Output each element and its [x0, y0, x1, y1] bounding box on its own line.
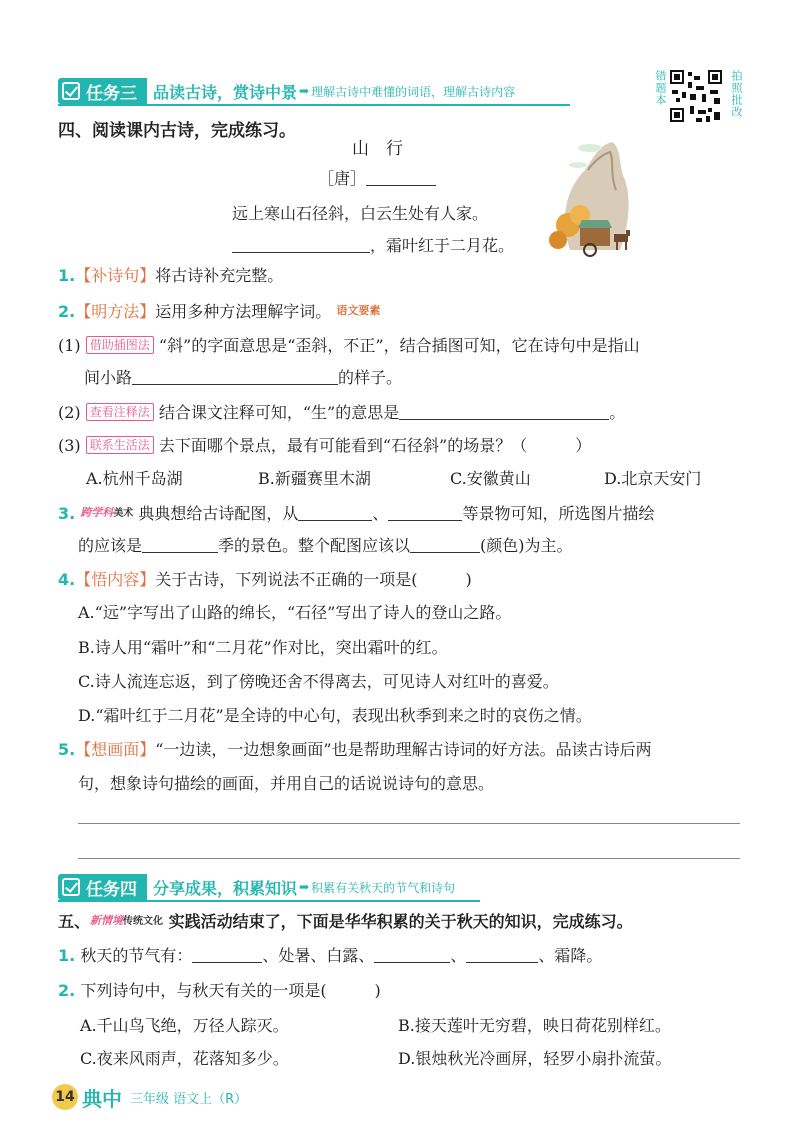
poem-line2: ，霜叶红于二月花。	[232, 233, 514, 256]
q3-blank-4[interactable]	[410, 536, 480, 553]
qr-code-icon[interactable]	[668, 68, 724, 124]
footer-text: 三年级 语文上（R）	[130, 1092, 248, 1107]
q4-option-a[interactable]: A.“远”字写出了山路的绵长，“石径”写出了诗人的登山之路。	[78, 603, 512, 622]
s5q1-blank-3[interactable]	[466, 946, 538, 963]
method-tag: 借助插图法	[86, 336, 154, 354]
q2-2-blank[interactable]	[399, 403, 609, 420]
s5q2-option-b[interactable]: B.接天莲叶无穷碧，映日荷花别样红。	[398, 1016, 671, 1035]
s5q2-option-a[interactable]: A.千山鸟飞绝，万径人踪灭。	[80, 1016, 289, 1035]
s5-question-1: 1. 秋天的节气有： 、处暑、白露、 、 、霜降。	[58, 946, 603, 965]
s5q2-option-c[interactable]: C.夜来风雨声，花落知多少。	[80, 1049, 289, 1068]
task4-subtitle: 积累有关秋天的节气和诗句	[311, 880, 456, 895]
task3-badge: 任务三	[58, 78, 147, 104]
section4-title: 四、阅读课内古诗，完成练习。	[58, 121, 296, 141]
question-1: 1.【补诗句】将古诗补充完整。	[58, 266, 284, 285]
answer-line-1[interactable]	[78, 823, 740, 824]
answer-line-2[interactable]	[78, 858, 740, 859]
task3-header	[58, 76, 515, 106]
qr-right-label: 拍照批改	[730, 70, 743, 118]
task3-title: 品读古诗，赏诗中景	[153, 82, 298, 102]
mountain-cart-illustration	[540, 130, 640, 270]
page-number: 14	[52, 1084, 78, 1110]
q2-3-option-c[interactable]: C.安徽黄山	[450, 469, 531, 488]
question-4: 4.【悟内容】关于古诗，下列说法不正确的一项是( )	[58, 570, 472, 589]
checkbox-icon	[62, 82, 80, 100]
checkbox-icon	[62, 878, 80, 896]
arrow-right-icon: ➡	[299, 880, 310, 894]
poem-dynasty: ［唐］	[318, 166, 436, 189]
task4-badge: 任务四	[58, 874, 147, 900]
q3-blank-1[interactable]	[298, 504, 372, 521]
question-5: 5.【想画面】“一边读，一边想象画面”也是帮助理解古诗词的好方法。品读古诗后两	[58, 740, 652, 759]
method-tag: 查看注释法	[86, 403, 154, 421]
task4-title: 分享成果，积累知识	[153, 878, 298, 898]
question-5-cont: 句，想象诗句描绘的画面，并用自己的话说说诗句的意思。	[78, 774, 495, 793]
q2-3-option-b[interactable]: B.新疆赛里木湖	[258, 469, 371, 488]
q2-1-blank[interactable]	[132, 368, 338, 385]
poem-line2-blank[interactable]	[232, 236, 370, 253]
arrow-right-icon: ➡	[299, 84, 310, 98]
s5q1-blank-1[interactable]	[192, 946, 262, 963]
question-2-1-cont: 间小路 的样子。	[84, 368, 403, 387]
q4-option-b[interactable]: B.诗人用“霜叶”和“二月花”作对比，突出霜叶的红。	[78, 638, 448, 657]
question-2-2: (2) 查看注释法 结合课文注释可知，“生”的意思是 。	[58, 403, 626, 422]
q4-option-c[interactable]: C.诗人流连忘返，到了傍晚还舍不得离去，可见诗人对红叶的喜爱。	[78, 672, 559, 691]
q2-3-option-d[interactable]: D.北京天安门	[604, 469, 702, 488]
q3-blank-3[interactable]	[142, 536, 218, 553]
q4-option-d[interactable]: D.“霜叶红于二月花”是全诗的中心句，表现出秋季到来之时的哀伤之情。	[78, 706, 592, 725]
qr-left-label: 错题本	[654, 70, 667, 106]
section5-title: 五、新情境传统文化 实践活动结束了，下面是华华积累的关于秋天的知识，完成练习。	[58, 912, 633, 931]
method-tag: 联系生活法	[86, 436, 154, 454]
s5q2-option-d[interactable]: D.银烛秋光冷画屏，轻罗小扇扑流萤。	[398, 1049, 672, 1068]
question-3-cont: 的应该是 季的景色。整个配图应该以 (颜色)为主。	[78, 536, 573, 555]
task4-underline	[58, 900, 480, 902]
poem-title: 山 行	[352, 139, 403, 159]
question-2-1: (1) 借助插图法 “斜”的字面意思是“歪斜，不正”，结合插图可知，它在诗句中是指山	[58, 336, 640, 355]
q3-blank-2[interactable]	[388, 504, 462, 521]
author-blank[interactable]	[366, 169, 436, 186]
s5-question-2: 2. 下列诗句中，与秋天有关的一项是( )	[58, 981, 381, 1000]
task3-subtitle: 理解古诗中难懂的词语，理解古诗内容	[311, 84, 516, 99]
q2-3-option-a[interactable]: A.杭州千岛湖	[86, 469, 183, 488]
question-2-3: (3) 联系生活法 去下面哪个景点，最有可能看到“石径斜”的场景？（ ）	[58, 436, 592, 455]
task4-header	[58, 872, 455, 902]
task3-underline	[58, 104, 570, 106]
brand-logo: 典中	[82, 1087, 122, 1111]
question-2: 2.【明方法】运用多种方法理解字词。 语文要素	[58, 302, 381, 321]
question-3: 3. 跨学科美术 典典想给古诗配图，从 、 等景物可知，所选图片描绘	[58, 504, 655, 523]
s5q1-blank-2[interactable]	[374, 946, 450, 963]
poem-line1: 远上寒山石径斜，白云生处有人家。	[232, 204, 489, 223]
